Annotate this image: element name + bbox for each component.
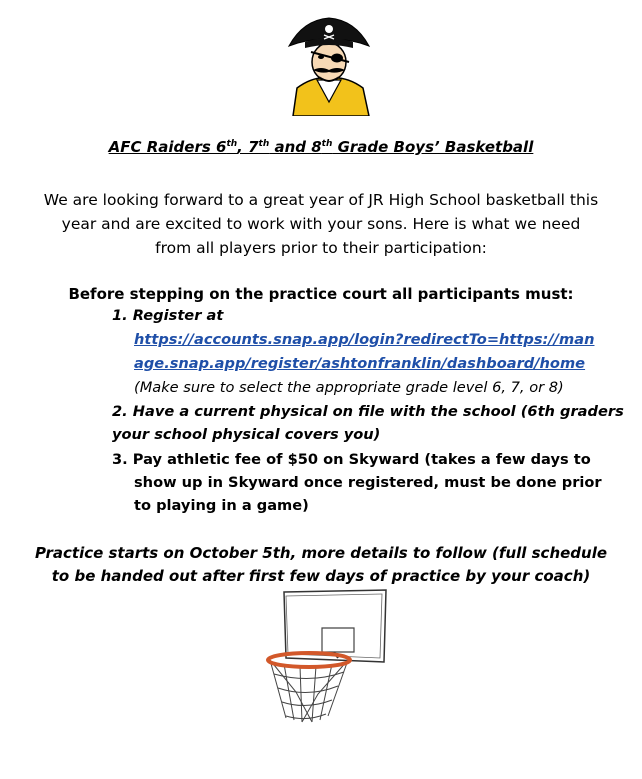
item-3-line-2: show up in Skyward once registered, must be done prior — [134, 474, 602, 491]
intro-line: We are looking forward to a great year of JR High School basketball this — [43, 191, 599, 209]
closing-line: to be handed out after first few days of practice by your coach) — [51, 567, 591, 585]
item-2-line-2: your school physical covers you) — [112, 426, 381, 443]
item-2-line-1: 2. Have a current physical on file with the school (6th graders — [112, 403, 624, 420]
closing-line: Practice starts on October 5th, more details to follow (full schedule — [34, 544, 608, 562]
register-link-line-1[interactable] — [134, 330, 594, 350]
page-title: AFC Raiders 6th, 7th and 8th Grade Boys’ Basketball — [108, 138, 534, 156]
intro-paragraph — [40, 188, 602, 260]
requirements-heading: Before stepping on the practice court all participants must: — [68, 285, 574, 303]
pirate-mascot-icon — [283, 16, 375, 116]
register-link[interactable]: https://accounts.snap.app/login?redirectTo=https://man — [134, 331, 595, 348]
item-3-line-1: 3. Pay athletic fee of $50 on Skyward (takes a few days to — [112, 451, 591, 468]
item-1-note: (Make sure to select the appropriate grade level 6, 7, or 8) — [134, 379, 564, 396]
item-3-line-3: to playing in a game) — [134, 497, 309, 514]
intro-line: year and are excited to work with your sons. Here is what we need — [61, 215, 581, 233]
closing-paragraph — [0, 542, 642, 588]
basketball-hoop-icon — [256, 588, 396, 748]
intro-line: from all players prior to their participation: — [155, 239, 487, 257]
register-link[interactable]: age.snap.app/register/ashtonfranklin/dashboard/home — [134, 355, 586, 372]
item-1-label: 1. Register at — [112, 307, 224, 324]
register-link-line-2[interactable] — [134, 354, 585, 374]
